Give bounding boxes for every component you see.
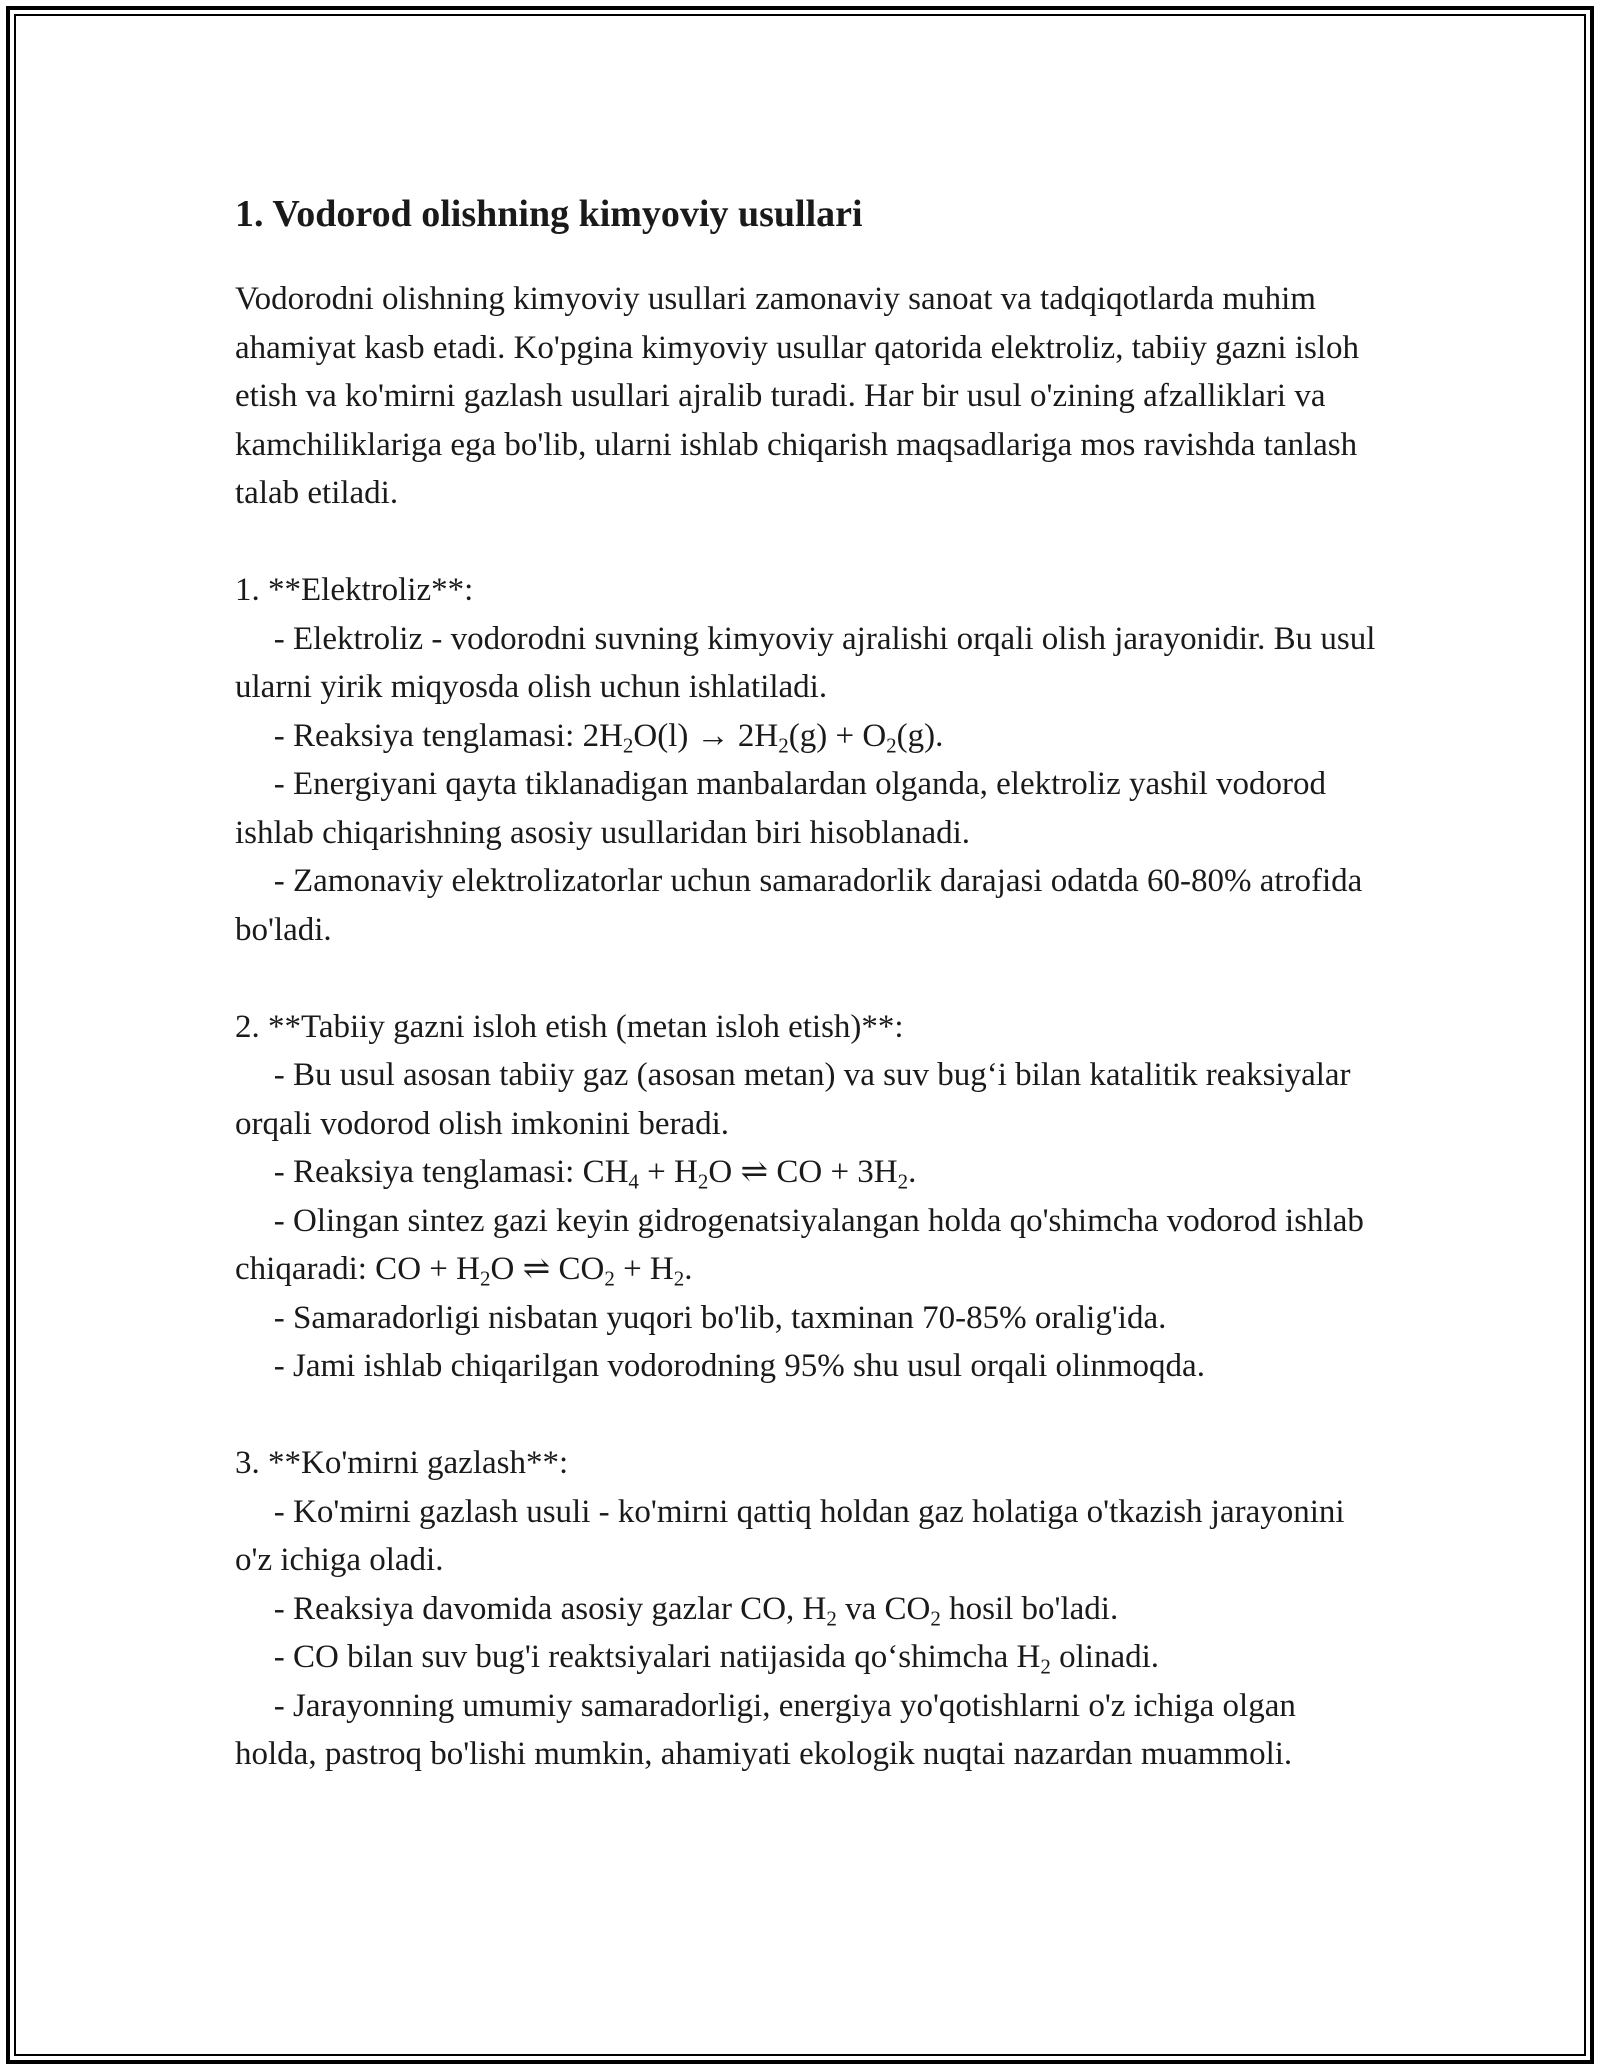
section-heading: 3. **Ko'mirni gazlash**: — [235, 1445, 569, 1481]
bullet-line: - Elektroliz - vodorodni suvning kimyoviy ajralishi orqali olish jarayonidir. Bu usul ularni yirik miqyosda olish uchun ishlatiladi. — [235, 620, 1376, 705]
subscript: 4 — [628, 1169, 639, 1194]
section-1 — [235, 566, 1385, 954]
subscript: 2 — [778, 732, 789, 757]
document-body — [235, 185, 1385, 1779]
bullet-line: - Olingan sintez gazi keyin gidrogenatsiyalangan holda qo'shimcha vodorod ishlab chiqaradi: CO + $H_2O$ ⇌ $CO_2 + H_2$. — [235, 1202, 1364, 1291]
bullet-line: - Reaksiya davomida asosiy gazlar CO, $H_2$ va $CO_2$ hosil bo'ladi. — [273, 1590, 1119, 1630]
subscript: 2 — [673, 1266, 685, 1291]
subscript: 2 — [479, 1266, 491, 1291]
subscript: 2 — [897, 1169, 909, 1194]
bullet-line: - Reaksiya tenglamasi: $CH_4 + H_2O$ ⇌ CO + $3H_2$. — [273, 1154, 917, 1194]
bullet-line: - Samaradorligi nisbatan yuqori bo'lib, taxminan 70-85% oralig'ida. — [273, 1299, 1167, 1336]
bullet-line: - Jami ishlab chiqarilgan vodorodning 95% shu usul orqali olinmoqda. — [273, 1348, 1205, 1384]
section-2 — [235, 1003, 1385, 1391]
sections-list — [235, 566, 1385, 1779]
bullet-line: - Bu usul asosan tabiiy gaz (asosan metan) va suv bug‘i bilan katalitik reaksiyalar orqali vodorod olish imkonini beradi. — [235, 1057, 1351, 1142]
bullet-line: - Jarayonning umumiy samaradorligi, energiya yo'qotishlarni o'z ichiga olgan holda, pastroq bo'lishi mumkin, ahamiyati ekologik nuqtai nazardan muammoli. — [235, 1687, 1296, 1772]
bullet-line: - CO bilan suv bug'i reaktsiyalari natijasida qo‘shimcha $H_2$ olinadi. — [273, 1639, 1160, 1679]
bullet-line: - Reaksiya tenglamasi: $2H_2O(l) \to 2H_2(g) + O_2(g)$. — [273, 717, 944, 757]
subscript: 2 — [622, 732, 634, 757]
section-heading: 2. **Tabiiy gazni isloh etish (metan isloh etish)**: — [235, 1008, 904, 1045]
intro-paragraph: Vodorodni olishning kimyoviy usullari zamonaviy sanoat va tadqiqotlarda muhim ahamiyat kasb etadi. Ko'pgina kimyoviy usullar qatorida elektroliz, tabiiy gazni isloh etish va ko'mirni gazlash usullari ajralib turadi. Har bir usul o'zining afzalliklari va kamchiliklariga ega bo'lib, ularni ishlab chiqarish maqsadlariga mos ravishda tanlash talab etiladi. — [235, 281, 1359, 511]
bullet-line: - Energiyani qayta tiklanadigan manbalardan olganda, elektroliz yashil vodorod ishlab chiqarishning asosiy usullaridan biri hisoblanadi. — [235, 766, 1327, 851]
subscript: 2 — [826, 1605, 837, 1630]
subscript: 2 — [604, 1266, 615, 1291]
subscript: 2 — [697, 1169, 709, 1194]
bullet-line: - Ko'mirni gazlash usuli - ko'mirni qattiq holdan gaz holatiga o'tkazish jarayonini o'z ichiga oladi. — [235, 1493, 1345, 1578]
bullet-line: - Zamonaviy elektrolizatorlar uchun samaradorlik darajasi odatda 60-80% atrofida bo'ladi. — [235, 863, 1363, 948]
subscript: 2 — [886, 732, 897, 757]
section-heading: 1. **Elektroliz**: — [235, 572, 474, 608]
page-title: 1. Vodorod olishning kimyoviy usullari — [235, 193, 863, 235]
section-3 — [235, 1439, 1385, 1779]
subscript: 2 — [930, 1605, 941, 1630]
subscript: 2 — [1040, 1654, 1051, 1679]
